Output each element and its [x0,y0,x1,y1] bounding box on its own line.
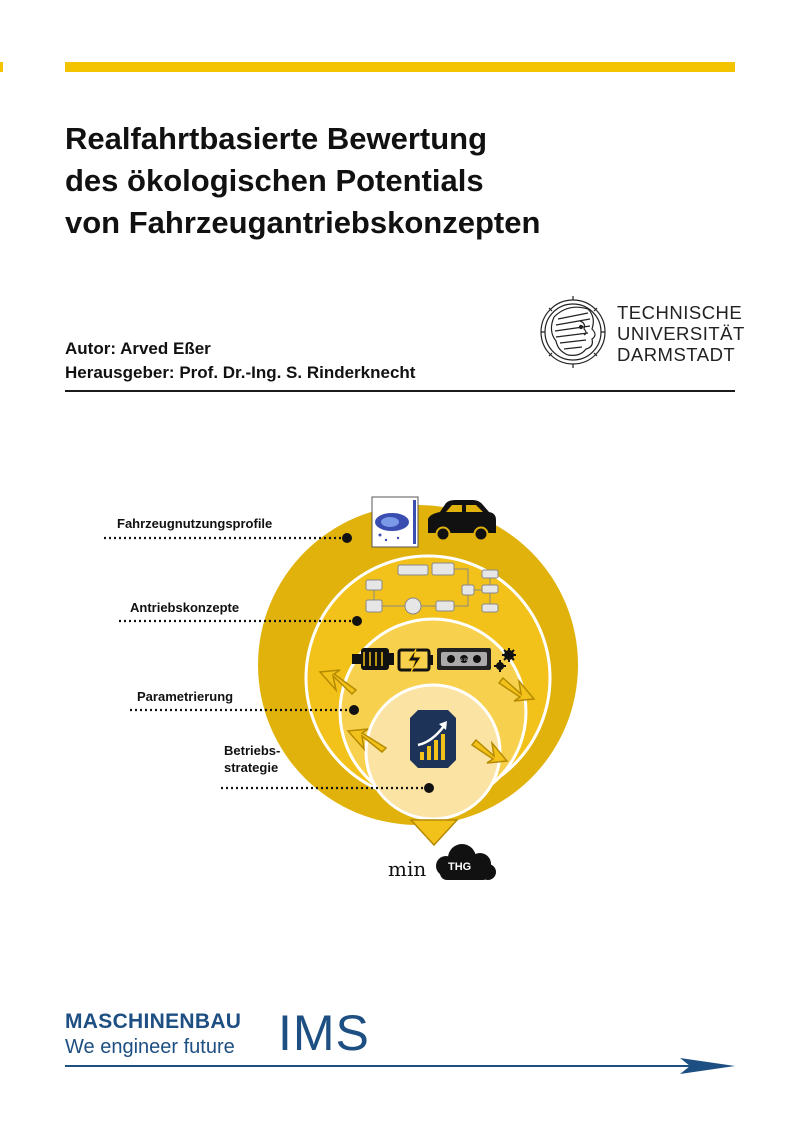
tu-logo-line-1: TECHNISCHE [617,302,743,323]
title-line-3: von Fahrzeugantriebskonzepten [65,205,541,240]
leader-dot-strategy [424,783,434,793]
label-usage-profiles: Fahrzeugnutzungsprofile [117,516,273,531]
tu-logo-line-3: DARMSTADT [617,344,736,365]
label-parametrization: Parametrierung [137,689,234,704]
result-triangle-icon [411,820,457,845]
footer-institute-logo: IMS [278,1005,370,1061]
footer-arrow [65,1058,735,1074]
footer-brand-slogan: We engineer future [65,1036,235,1058]
tu-logo-line-2: UNIVERSITÄT [617,323,745,344]
label-strategy-line-2: strategie [224,760,279,775]
title-line-1: Realfahrtbasierte Bewertung [65,121,488,156]
label-strategy-line-1: Betriebs- [224,743,281,758]
leader-dot-parameters [349,705,359,715]
gearbox-value: 0.70 [460,657,468,662]
result-min-label: min [388,857,427,881]
footer-brand-title: MASCHINENBAU [65,1010,242,1033]
title-line-2: des ökologischen Potentials [65,163,484,198]
author-name: Autor: Arved Eßer [65,339,211,358]
leader-dot-powertrain [352,616,362,626]
result-thg-label: THG [448,861,472,873]
usage-profile-plot-icon [372,497,418,547]
label-operating-strategy [224,742,281,776]
leader-dot-usage [342,533,352,543]
publisher-name: Herausgeber: Prof. Dr.-Ing. S. Rinderknecht [65,363,416,382]
label-powertrain-concepts: Antriebskonzepte [130,600,240,615]
strategy-chart-icon [410,710,456,768]
